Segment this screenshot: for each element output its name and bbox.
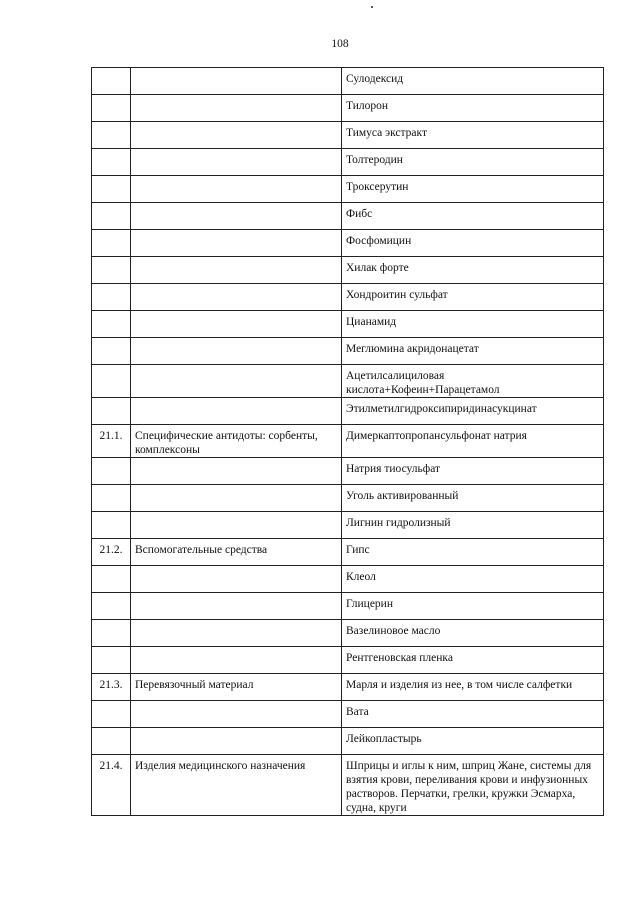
table-row [92,755,604,816]
row-number-cell [92,398,131,425]
drug-name-cell: Димеркаптопропансульфонат натрия [342,425,604,458]
drug-name-cell: Этилметилгидроксипиридинасукцинат [342,398,604,425]
drug-name-cell: Меглюмина акридонацетат [342,338,604,365]
scan-mark [371,6,373,8]
row-number-cell [92,122,131,149]
row-number-cell [92,728,131,755]
group-name-cell [131,701,342,728]
row-number-cell [92,620,131,647]
row-number-cell: 21.3. [92,674,131,701]
drug-name-cell: Цианамид [342,311,604,338]
drug-name-cell: Уголь активированный [342,485,604,512]
group-name-cell: Перевязочный материал [131,674,342,701]
group-name-cell [131,620,342,647]
table-row [92,566,604,593]
group-name-cell [131,728,342,755]
table-row [92,95,604,122]
row-number-cell [92,458,131,485]
drug-name-cell: Фибс [342,203,604,230]
group-name-cell [131,95,342,122]
table-row [92,485,604,512]
row-number-cell [92,512,131,539]
drug-name-cell: Глицерин [342,593,604,620]
group-name-cell [131,485,342,512]
table-row [92,122,604,149]
row-number-cell [92,284,131,311]
row-number-cell: 21.1. [92,425,131,458]
group-name-cell: Изделия медицинского назначения [131,755,342,816]
drug-name-cell: Ацетилсалициловая кислота+Кофеин+Парацетамол [342,365,604,398]
table-row [92,257,604,284]
drug-name-cell: Лигнин гидролизный [342,512,604,539]
table-row [92,398,604,425]
row-number-cell [92,68,131,95]
table-row [92,620,604,647]
row-number-cell [92,701,131,728]
table-body [92,68,604,816]
row-number-cell [92,593,131,620]
group-name-cell [131,230,342,257]
group-name-cell: Специфические антидоты: сорбенты, комплексоны [131,425,342,458]
drug-name-cell: Марля и изделия из нее, в том числе салфетки [342,674,604,701]
table-row [92,539,604,566]
table-row [92,425,604,458]
row-number-cell [92,257,131,284]
table-row [92,647,604,674]
row-number-cell: 21.4. [92,755,131,816]
group-name-cell [131,338,342,365]
group-name-cell [131,311,342,338]
row-number-cell [92,647,131,674]
group-name-cell [131,398,342,425]
table-row [92,338,604,365]
table-row [92,701,604,728]
table-row [92,458,604,485]
row-number-cell [92,338,131,365]
group-name-cell [131,512,342,539]
group-name-cell [131,566,342,593]
table-row [92,284,604,311]
page-number: 108 [331,38,349,50]
row-number-cell [92,311,131,338]
table-row [92,230,604,257]
row-number-cell: 21.2. [92,539,131,566]
group-name-cell [131,122,342,149]
drug-name-cell: Толтеродин [342,149,604,176]
drug-name-cell: Троксерутин [342,176,604,203]
drug-name-cell: Натрия тиосульфат [342,458,604,485]
drug-name-cell: Вата [342,701,604,728]
table-row [92,365,604,398]
row-number-cell [92,485,131,512]
row-number-cell [92,365,131,398]
drug-name-cell: Шприцы и иглы к ним, шприц Жане, системы для взятия крови, переливания крови и инфузионных растворов. Перчатки, грелки, кружки Эсмарха, судна, круги [342,755,604,816]
table-row [92,512,604,539]
group-name-cell [131,257,342,284]
row-number-cell [92,95,131,122]
drug-name-cell: Хилак форте [342,257,604,284]
group-name-cell [131,176,342,203]
group-name-cell [131,284,342,311]
group-name-cell [131,647,342,674]
group-name-cell: Вспомогательные средства [131,539,342,566]
drug-name-cell: Сулодексид [342,68,604,95]
table-row [92,593,604,620]
drug-name-cell: Лейкопластырь [342,728,604,755]
row-number-cell [92,149,131,176]
table-row [92,674,604,701]
group-name-cell [131,149,342,176]
table-row [92,176,604,203]
drug-name-cell: Гипс [342,539,604,566]
drug-name-cell: Фосфомицин [342,230,604,257]
row-number-cell [92,230,131,257]
group-name-cell [131,365,342,398]
drug-list-table [91,67,604,816]
drug-name-cell: Вазелиновое масло [342,620,604,647]
table-row [92,728,604,755]
drug-name-cell: Клеол [342,566,604,593]
group-name-cell [131,593,342,620]
row-number-cell [92,203,131,230]
drug-name-cell: Тимуса экстракт [342,122,604,149]
table-row [92,203,604,230]
group-name-cell [131,68,342,95]
table-row [92,311,604,338]
table-row [92,149,604,176]
drug-name-cell: Тилорон [342,95,604,122]
row-number-cell [92,566,131,593]
drug-name-cell: Рентгеновская пленка [342,647,604,674]
table-row [92,68,604,95]
group-name-cell [131,458,342,485]
group-name-cell [131,203,342,230]
row-number-cell [92,176,131,203]
drug-name-cell: Хондроитин сульфат [342,284,604,311]
